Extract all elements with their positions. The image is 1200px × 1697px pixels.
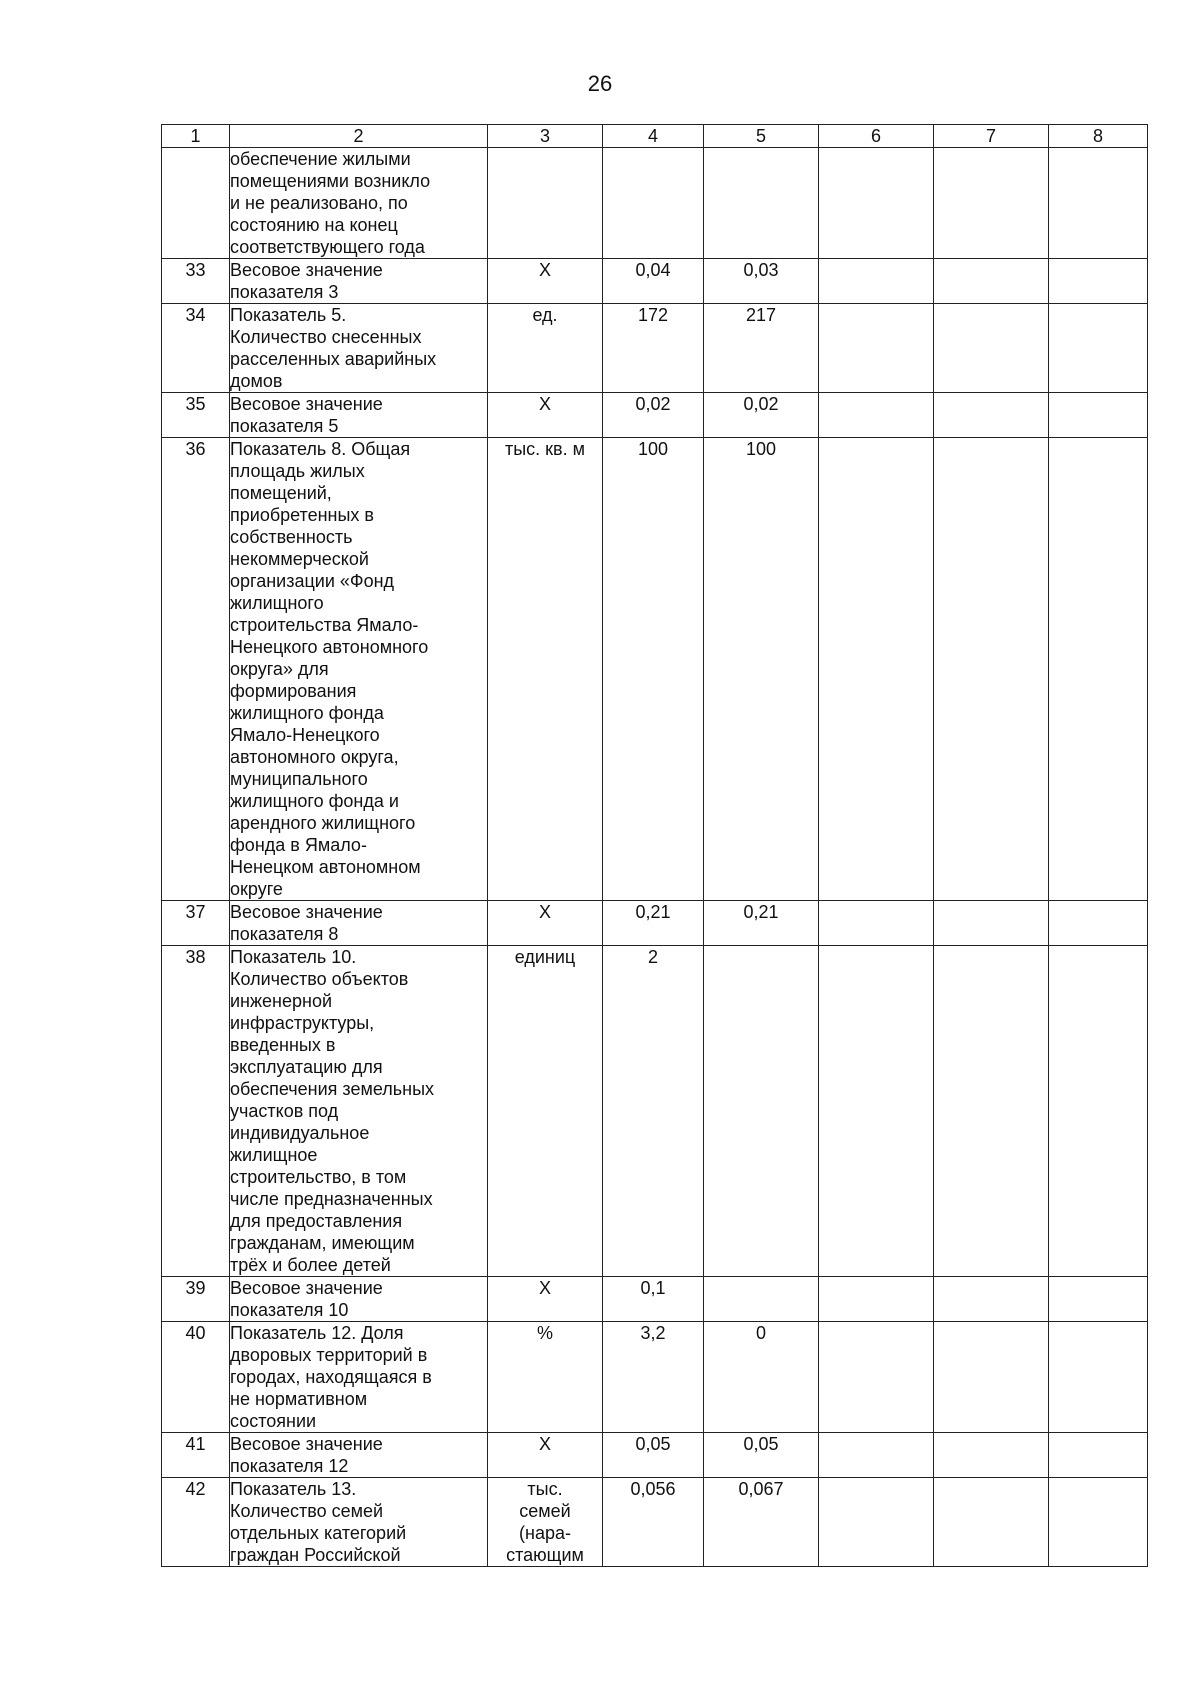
value-col-4: 100 (603, 438, 704, 901)
value-col-4: 0,05 (603, 1433, 704, 1478)
value-col-8 (1049, 1322, 1148, 1433)
value-col-7 (934, 1478, 1049, 1567)
value-col-8 (1049, 1277, 1148, 1322)
description-line: соответствующего года (230, 237, 425, 257)
header-cell: 8 (1049, 125, 1148, 148)
description-line: жилищного фонда и (230, 791, 399, 811)
unit-of-measure (488, 901, 603, 946)
unit-line: Х (538, 1278, 551, 1298)
description-line: Весовое значение (230, 394, 383, 414)
value-col-6 (819, 148, 934, 259)
description-line: жилищное (230, 1145, 318, 1165)
unit-of-measure (488, 1478, 603, 1567)
description-line: показателя 3 (230, 282, 339, 302)
description-line: расселенных аварийных (230, 349, 437, 369)
value-col-8 (1049, 148, 1148, 259)
value-col-5: 0,21 (704, 901, 819, 946)
unit-line: стающим (506, 1545, 584, 1565)
value-col-4: 0,02 (603, 393, 704, 438)
header-cell: 1 (162, 125, 230, 148)
description-line: показателя 10 (230, 1300, 349, 1320)
unit-line: ед. (532, 305, 558, 325)
description-line: показателя 12 (230, 1456, 349, 1476)
description-line: инженерной (230, 991, 333, 1011)
description-line: Показатель 5. (230, 305, 347, 325)
value-col-5 (704, 148, 819, 259)
description-line: жилищного (230, 593, 324, 613)
table-row (162, 438, 1148, 901)
indicator-description (230, 259, 488, 304)
unit-line: семей (519, 1501, 571, 1521)
value-col-8 (1049, 259, 1148, 304)
indicators-table (161, 124, 1148, 1567)
value-col-8 (1049, 901, 1148, 946)
unit-line: % (536, 1323, 553, 1343)
value-col-6 (819, 1277, 934, 1322)
value-col-7 (934, 1277, 1049, 1322)
unit-line: (нара- (519, 1523, 571, 1543)
table-row (162, 1322, 1148, 1433)
value-col-5: 217 (704, 304, 819, 393)
value-col-6 (819, 1433, 934, 1478)
description-line: трёх и более детей (230, 1255, 391, 1275)
row-number: 33 (162, 259, 230, 304)
value-col-4: 172 (603, 304, 704, 393)
value-col-7 (934, 304, 1049, 393)
value-col-6 (819, 901, 934, 946)
value-col-6 (819, 393, 934, 438)
value-col-5 (704, 1277, 819, 1322)
table-row (162, 393, 1148, 438)
unit-line: Х (538, 1434, 551, 1454)
unit-of-measure (488, 259, 603, 304)
description-line: Показатель 10. (230, 947, 357, 967)
description-line: Весовое значение (230, 1434, 383, 1454)
description-line: не нормативном (230, 1389, 368, 1409)
value-col-6 (819, 1322, 934, 1433)
unit-of-measure (488, 1433, 603, 1478)
value-col-4: 2 (603, 946, 704, 1277)
unit-of-measure (488, 1322, 603, 1433)
row-number: 41 (162, 1433, 230, 1478)
value-col-4 (603, 148, 704, 259)
description-line: некоммерческой (230, 549, 369, 569)
value-col-5: 0,02 (704, 393, 819, 438)
description-line: и не реализовано, по (230, 193, 408, 213)
description-line: арендного жилищного (230, 813, 416, 833)
unit-of-measure (488, 148, 603, 259)
value-col-4: 3,2 (603, 1322, 704, 1433)
description-line: отдельных категорий (230, 1523, 407, 1543)
indicator-description (230, 393, 488, 438)
description-line: автономного округа, (230, 747, 399, 767)
description-line: строительство, в том (230, 1167, 407, 1187)
value-col-6 (819, 304, 934, 393)
row-number: 37 (162, 901, 230, 946)
value-col-8 (1049, 1433, 1148, 1478)
description-line: дворовых территорий в (230, 1345, 428, 1365)
unit-of-measure (488, 304, 603, 393)
row-number: 40 (162, 1322, 230, 1433)
table-body (162, 148, 1148, 1567)
description-line: Весовое значение (230, 1278, 383, 1298)
value-col-8 (1049, 438, 1148, 901)
description-line: состоянии (230, 1411, 317, 1431)
description-line: площадь жилых (230, 461, 365, 481)
value-col-7 (934, 148, 1049, 259)
description-line: Количество объектов (230, 969, 409, 989)
description-line: для предоставления (230, 1211, 403, 1231)
value-col-5: 0,067 (704, 1478, 819, 1567)
header-cell: 5 (704, 125, 819, 148)
row-number: 34 (162, 304, 230, 393)
table-row (162, 1478, 1148, 1567)
description-line: введенных в (230, 1035, 336, 1055)
description-line: гражданам, имеющим (230, 1233, 415, 1253)
description-line: помещениями возникло (230, 171, 431, 191)
description-line: инфраструктуры, (230, 1013, 375, 1033)
value-col-4: 0,1 (603, 1277, 704, 1322)
indicator-description (230, 438, 488, 901)
value-col-7 (934, 438, 1049, 901)
table-row (162, 259, 1148, 304)
unit-line: Х (538, 902, 551, 922)
value-col-7 (934, 1433, 1049, 1478)
row-number: 38 (162, 946, 230, 1277)
indicator-description (230, 304, 488, 393)
description-line: муниципального (230, 769, 368, 789)
unit-of-measure (488, 393, 603, 438)
description-line: состоянию на конец (230, 215, 398, 235)
value-col-7 (934, 1322, 1049, 1433)
unit-of-measure (488, 946, 603, 1277)
description-line: организации «Фонд (230, 571, 395, 591)
value-col-7 (934, 946, 1049, 1277)
table-row (162, 148, 1148, 259)
indicator-description (230, 148, 488, 259)
table-row (162, 1433, 1148, 1478)
unit-line: Х (538, 260, 551, 280)
value-col-8 (1049, 304, 1148, 393)
unit-of-measure (488, 438, 603, 901)
value-col-7 (934, 259, 1049, 304)
value-col-8 (1049, 1478, 1148, 1567)
description-line: Показатель 8. Общая (230, 439, 411, 459)
unit-of-measure (488, 1277, 603, 1322)
row-number: 39 (162, 1277, 230, 1322)
value-col-8 (1049, 946, 1148, 1277)
header-cell: 7 (934, 125, 1049, 148)
value-col-8 (1049, 393, 1148, 438)
header-cell: 6 (819, 125, 934, 148)
description-line: фонда в Ямало- (230, 835, 367, 855)
row-number: 36 (162, 438, 230, 901)
value-col-6 (819, 259, 934, 304)
row-number (162, 148, 230, 259)
description-line: Ненецком автономном (230, 857, 421, 877)
value-col-6 (819, 1478, 934, 1567)
value-col-6 (819, 946, 934, 1277)
description-line: округа» для (230, 659, 329, 679)
table-row (162, 304, 1148, 393)
value-col-7 (934, 393, 1049, 438)
description-line: городах, находящаяся в (230, 1367, 432, 1387)
value-col-7 (934, 901, 1049, 946)
indicator-description (230, 1322, 488, 1433)
value-col-4: 0,04 (603, 259, 704, 304)
description-line: помещений, (230, 483, 332, 503)
description-line: приобретенных в (230, 505, 374, 525)
header-row (162, 125, 1148, 148)
description-line: домов (230, 371, 283, 391)
description-line: Ямало-Ненецкого (230, 725, 380, 745)
unit-line: единиц (514, 947, 576, 967)
value-col-5 (704, 946, 819, 1277)
description-line: формирования (230, 681, 357, 701)
description-line: Показатель 12. Доля (230, 1323, 404, 1343)
description-line: участков под (230, 1101, 339, 1121)
header-cell: 2 (230, 125, 488, 148)
value-col-5: 0,05 (704, 1433, 819, 1478)
unit-line: тыс. (527, 1479, 563, 1499)
description-line: граждан Российской (230, 1545, 401, 1565)
description-line: Количество семей (230, 1501, 384, 1521)
table-row (162, 901, 1148, 946)
row-number: 42 (162, 1478, 230, 1567)
table-row (162, 946, 1148, 1277)
value-col-4: 0,21 (603, 901, 704, 946)
description-line: Ненецкого автономного (230, 637, 429, 657)
description-line: показателя 5 (230, 416, 339, 436)
row-number: 35 (162, 393, 230, 438)
description-line: обеспечения земельных (230, 1079, 435, 1099)
description-line: показателя 8 (230, 924, 339, 944)
description-line: округе (230, 879, 283, 899)
description-line: Показатель 13. (230, 1479, 357, 1499)
description-line: жилищного фонда (230, 703, 384, 723)
indicator-description (230, 1478, 488, 1567)
indicator-description (230, 1277, 488, 1322)
indicator-description (230, 901, 488, 946)
description-line: Количество снесенных (230, 327, 422, 347)
description-line: собственность (230, 527, 353, 547)
description-line: Весовое значение (230, 260, 383, 280)
value-col-5: 0,03 (704, 259, 819, 304)
description-line: обеспечение жилыми (230, 149, 411, 169)
value-col-5: 100 (704, 438, 819, 901)
description-line: числе предназначенных (230, 1189, 433, 1209)
unit-line: тыс. кв. м (505, 439, 585, 459)
description-line: эксплуатацию для (230, 1057, 383, 1077)
description-line: Весовое значение (230, 902, 383, 922)
table-row (162, 1277, 1148, 1322)
header-cell: 4 (603, 125, 704, 148)
indicator-description (230, 1433, 488, 1478)
indicator-description (230, 946, 488, 1277)
header-cell: 3 (488, 125, 603, 148)
value-col-6 (819, 438, 934, 901)
description-line: индивидуальное (230, 1123, 370, 1143)
unit-line: Х (538, 394, 551, 414)
description-line: строительства Ямало- (230, 615, 419, 635)
value-col-5: 0 (704, 1322, 819, 1433)
page-number: 26 (587, 71, 613, 96)
value-col-4: 0,056 (603, 1478, 704, 1567)
